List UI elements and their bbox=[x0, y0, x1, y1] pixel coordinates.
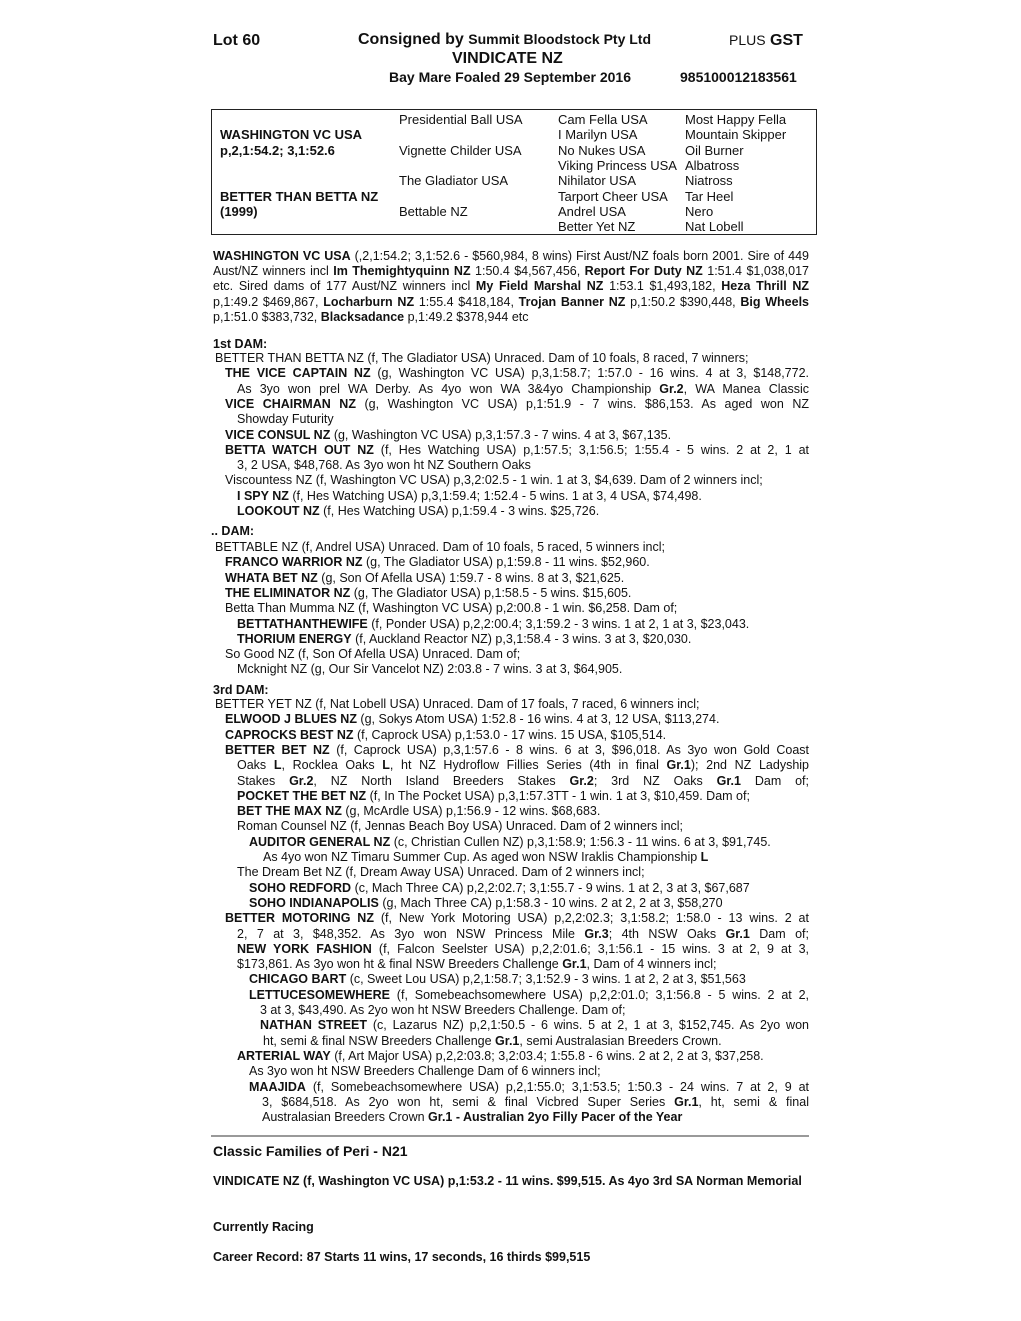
line-text: Mcknight NZ (g, Our Sir Vancelot NZ) 2:03.8 - 7 wins. 3 at 3, $64,905. bbox=[237, 662, 623, 677]
sire-name: WASHINGTON VC USA bbox=[220, 127, 363, 142]
line-text: As 4yo won NZ Timaru Summer Cup. As aged won NSW Iraklis Championship bbox=[263, 850, 701, 864]
horse-name-bold: THORIUM ENERGY bbox=[237, 631, 352, 646]
microchip-number: 985100012183561 bbox=[680, 69, 797, 85]
horse-name-bold: MAAJIDA bbox=[249, 1079, 306, 1094]
line-text: As 3yo won prel WA Derby. As 4yo won WA 3&4yo Championship bbox=[237, 381, 660, 396]
pedigree-line bbox=[249, 896, 723, 911]
horse-name-bold: I SPY NZ bbox=[237, 488, 289, 503]
horse-name-bold: Gr.1 bbox=[666, 758, 691, 773]
pedigree-gen4: Nero bbox=[685, 204, 714, 219]
sire-text: 1:50.4 $4,567,456, bbox=[470, 264, 585, 279]
horse-name-bold: ARTERIAL WAY bbox=[237, 1048, 331, 1063]
line-text: (g, Mach Three CA) p,1:58.3 - 10 wins. 2 at 2, 2 at 3, $58,270 bbox=[378, 895, 723, 910]
sire-paragraph bbox=[213, 249, 809, 325]
pedigree-line bbox=[225, 397, 809, 412]
sire-progeny: My Field Marshal NZ bbox=[475, 279, 604, 294]
line-text: $173,861. As 3yo won ht & final NSW Breeders Challenge bbox=[237, 957, 563, 972]
horse-summary: VINDICATE NZ (f, Washington VC USA) p,1:53.2 - 11 wins. $99,515. As 4yo 3rd SA Norman Memorial bbox=[213, 1174, 802, 1188]
gst-label bbox=[729, 32, 803, 50]
horse-name-bold: THE VICE CAPTAIN NZ bbox=[225, 366, 371, 381]
line-text: , ht, semi & final bbox=[698, 1094, 809, 1109]
pedigree-line bbox=[263, 850, 708, 865]
pedigree-line bbox=[225, 473, 763, 488]
pedigree-line bbox=[237, 774, 809, 789]
consignor-name: Summit Bloodstock Pty Ltd bbox=[468, 31, 652, 47]
pedigree-line bbox=[249, 1064, 601, 1079]
foaled-line: Bay Mare Foaled 29 September 2016 bbox=[389, 69, 632, 85]
pedigree-gen2: Presidential Ball USA bbox=[399, 112, 523, 127]
sire-text: p,1:49.2 $378,944 etc bbox=[404, 309, 529, 324]
horse-name-bold: Gr.1 bbox=[674, 1094, 699, 1109]
dam3-heading: 3rd DAM: bbox=[213, 683, 269, 697]
line-text: (g, Son Of Afella USA) 1:59.7 - 8 wins. 8 at 3, $21,625. bbox=[317, 570, 625, 585]
pedigree-line bbox=[237, 504, 599, 519]
dam-year: (1999) bbox=[220, 204, 258, 219]
pedigree-line bbox=[225, 443, 809, 458]
pedigree-gen3: No Nukes USA bbox=[558, 143, 646, 158]
pedigree-line bbox=[237, 957, 716, 972]
pedigree-gen4: Most Happy Fella bbox=[685, 112, 787, 127]
racing-status: Currently Racing bbox=[213, 1220, 314, 1234]
line-text: (g, Sokys Atom USA) 1:52.8 - 16 wins. 4 at 3, 12 USA, $113,274. bbox=[356, 712, 720, 727]
line-text: BETTABLE NZ (f, Andrel USA) Unraced. Dam of 10 foals, 5 raced, 5 winners incl; bbox=[215, 540, 665, 554]
line-text: (c, Mach Three CA) p,2,2:02.7; 3,1:55.7 - 9 wins. 1 at 2, 3 at 3, $67,687 bbox=[351, 880, 750, 895]
line-text: BETTER YET NZ (f, Nat Lobell USA) Unraced. Dam of 17 foals, 7 raced, 6 winners incl; bbox=[215, 697, 700, 711]
sire-text: 1:51.4 bbox=[702, 264, 742, 279]
pedigree-line bbox=[225, 571, 624, 586]
pedigree-gen4: Nat Lobell bbox=[685, 219, 744, 234]
pedigree-line bbox=[225, 647, 520, 662]
line-text: (c, Sweet Lou USA) p,2,1:58.7; 3,1:52.9 - 3 wins. 1 at 2, 2 at 3, $51,563 bbox=[346, 972, 746, 987]
line-text: , Dam of 4 winners incl; bbox=[586, 957, 717, 972]
dam-name: BETTER THAN BETTA NZ bbox=[220, 189, 379, 204]
pedigree-line bbox=[215, 697, 699, 712]
pedigree-line bbox=[225, 428, 671, 443]
pedigree-line bbox=[225, 743, 809, 758]
line-text: (g, Washington VC USA) p,3,1:57.3 - 7 wins. 4 at 3, $67,135. bbox=[330, 427, 672, 442]
horse-name-bold: LETTUCESOMEWHERE bbox=[249, 987, 390, 1002]
dam1-heading: 1st DAM: bbox=[213, 337, 268, 351]
horse-name-bold: L bbox=[700, 850, 709, 864]
pedigree-line bbox=[225, 911, 809, 926]
horse-name-bold: SOHO REDFORD bbox=[249, 880, 352, 895]
sire-text: (,2,1:54.2; 3,1:52.6 - $560,984, 8 wins) First Aust/NZ foals born 2001. Sire bbox=[350, 249, 770, 263]
line-text: Showday Futurity bbox=[237, 412, 334, 427]
line-text: , NZ North Island Breeders Stakes bbox=[313, 773, 570, 788]
pedigree-line bbox=[249, 1080, 809, 1095]
horse-name-bold: Gr.1 bbox=[725, 926, 750, 941]
pedigree-line bbox=[225, 555, 650, 570]
line-text: (g, The Gladiator USA) p,1:59.8 - 11 wins. $52,960. bbox=[362, 555, 650, 570]
pedigree-gen2: Bettable NZ bbox=[399, 204, 468, 219]
horse-name-bold: Gr.1 bbox=[716, 773, 741, 788]
pedigree-line bbox=[237, 489, 702, 504]
career-record: Career Record: 87 Starts 11 wins, 17 seconds, 16 thirds $99,515 bbox=[213, 1250, 591, 1264]
pedigree-gen4: Albatross bbox=[685, 158, 740, 173]
pedigree-line bbox=[237, 804, 600, 819]
gst-text: GST bbox=[770, 32, 803, 49]
line-text: ; 4th NSW Oaks bbox=[608, 926, 726, 941]
horse-name-bold: Gr.2 bbox=[289, 773, 314, 788]
pedigree-gen4: Niatross bbox=[685, 173, 733, 188]
line-text: Betta Than Mumma NZ (f, Washington VC USA) p,2:00.8 - 1 win. $6,258. Dam of; bbox=[225, 601, 678, 616]
pedigree-line bbox=[225, 366, 809, 381]
line-text: So Good NZ (f, Son Of Afella USA) Unraced. Dam of; bbox=[225, 647, 521, 662]
horse-name-bold: AUDITOR GENERAL NZ bbox=[249, 834, 391, 849]
horse-name-bold: NATHAN STREET bbox=[260, 1018, 368, 1033]
pedigree-gen4: Tar Heel bbox=[685, 189, 734, 204]
line-text: , Rocklea Oaks bbox=[281, 758, 383, 773]
horse-name-bold: VICE CHAIRMAN NZ bbox=[225, 396, 356, 411]
line-text: (f, Hes Watching USA) p,3,1:59.4; 1:52.4 - 5 wins. 1 at 3, 4 USA, $74,498. bbox=[288, 488, 702, 503]
pedigree-line bbox=[215, 540, 665, 555]
horse-name: VINDICATE NZ bbox=[452, 50, 563, 67]
pedigree-line bbox=[249, 988, 809, 1003]
consignor-line bbox=[358, 31, 651, 49]
pedigree-line bbox=[237, 412, 334, 427]
line-text: (f, In The Pocket USA) p,3,1:57.3TT - 1 win. 1 at 3, $10,459. Dam of; bbox=[366, 788, 750, 803]
line-text: (f, Art Major USA) p,2,2:03.8; 3,2:03.4; 1:55.8 - 6 wins. 2 at 2, 2 at 3, $37,258. bbox=[330, 1048, 764, 1063]
pedigree-gen3: Andrel USA bbox=[558, 204, 626, 219]
horse-name-bold: Gr.1 bbox=[495, 1033, 520, 1048]
horse-name-bold: Gr.1 bbox=[562, 957, 587, 972]
horse-name-bold: BET THE MAX NZ bbox=[237, 804, 342, 819]
line-text: ht, semi & final NSW Breeders Challenge bbox=[263, 1033, 496, 1048]
pedigree-line bbox=[249, 881, 750, 896]
line-text: (f, Caprock USA) p,1:53.0 - 17 wins. 15 USA, $105,514. bbox=[353, 727, 667, 742]
horse-name-bold: VICE CONSUL NZ bbox=[225, 427, 331, 442]
horse-name-bold: CHICAGO BART bbox=[249, 972, 347, 987]
pedigree-gen4: Oil Burner bbox=[685, 143, 744, 158]
line-text: Oaks bbox=[237, 758, 274, 773]
line-text: , WA Manea Classic bbox=[683, 381, 809, 396]
pedigree-line bbox=[262, 1095, 809, 1110]
line-text: (f, Auckland Reactor NZ) p,3,1:58.4 - 3 wins. 3 at 3, $20,030. bbox=[351, 631, 692, 646]
pedigree-gen3: Better Yet NZ bbox=[558, 219, 636, 234]
line-text: BETTER THAN BETTA NZ (f, The Gladiator USA) Unraced. Dam of 10 foals, 8 raced, 7 winners; bbox=[215, 351, 749, 365]
pedigree-gen3: Viking Princess USA bbox=[558, 158, 677, 173]
sire-record: p,2,1:54.2; 3,1:52.6 bbox=[220, 143, 335, 158]
horse-name-bold: BETTER MOTORING NZ bbox=[225, 911, 374, 926]
sire-name-bold: WASHINGTON VC USA bbox=[213, 249, 351, 263]
pedigree-gen2: The Gladiator USA bbox=[399, 173, 509, 188]
line-text: (g, Washington VC USA) p,1:51.9 - 7 wins. $86,153. As aged won NZ bbox=[355, 396, 809, 411]
line-text: Dam of; bbox=[740, 773, 809, 788]
line-text: As 3yo won ht NSW Breeders Challenge Dam of 6 winners incl; bbox=[249, 1064, 601, 1079]
horse-name-bold: Gr.2 bbox=[569, 773, 594, 788]
pedigree-line bbox=[237, 942, 809, 957]
pedigree-line bbox=[237, 865, 645, 880]
horse-name-bold: ELWOOD J BLUES NZ bbox=[225, 712, 357, 727]
line-text: Dam of; bbox=[749, 926, 809, 941]
pedigree-gen3: Nihilator USA bbox=[558, 173, 637, 188]
line-text: (f, New York Motoring USA) p,2,2:02.3; 3,1:58.2; 1:58.0 - 13 wins. 2 at bbox=[373, 911, 809, 926]
horse-name-bold: POCKET THE BET NZ bbox=[237, 788, 367, 803]
line-text: (f, Hes Watching USA) p,1:57.5; 3,1:56.5; 1:55.4 - 5 wins. 2 at 2, 1 at bbox=[373, 442, 809, 457]
horse-name-bold: CAPROCKS BEST NZ bbox=[225, 727, 354, 742]
gst-plus: PLUS bbox=[729, 32, 766, 48]
horse-name-bold: SOHO INDIANAPOLIS bbox=[249, 895, 379, 910]
pedigree-gen3: Tarport Cheer USA bbox=[558, 189, 668, 204]
pedigree-line bbox=[237, 458, 531, 473]
line-text: 3, $684,518. As 2yo won ht, semi & final Vicbred Super Series bbox=[262, 1094, 675, 1109]
lot-number: Lot 60 bbox=[213, 32, 261, 49]
pedigree-line bbox=[237, 758, 809, 773]
line-text: (g, McArdle USA) p,1:56.9 - 12 wins. $68,683. bbox=[341, 804, 601, 819]
horse-name-bold: NEW YORK FASHION bbox=[237, 941, 372, 956]
pedigree-gen3: I Marilyn USA bbox=[558, 127, 638, 142]
sire-text: p,1:49.2 $469,867, bbox=[213, 294, 324, 309]
horse-name-bold: Gr.2 bbox=[659, 381, 684, 396]
horse-name-bold: WHATA BET NZ bbox=[225, 570, 318, 585]
horse-name-bold: Gr.1 - Australian 2yo Filly Pacer of the Year bbox=[428, 1110, 683, 1125]
dam2-heading: .. DAM: bbox=[211, 524, 255, 538]
pedigree-line bbox=[263, 1034, 722, 1049]
line-text: (f, Caprock USA) p,3,1:57.6 - 8 wins. 6 at 3, $96,018. As 3yo won Gold Coast bbox=[329, 742, 810, 757]
sire-text: of 449 Aust/NZ winners incl bbox=[213, 249, 809, 279]
line-text: Viscountess NZ (f, Washington VC USA) p,3,2:02.5 - 1 win. 1 at 3, $4,639. Dam of 2 winners incl; bbox=[225, 473, 763, 488]
sire-progeny: Blacksadance bbox=[320, 309, 405, 324]
horse-name-bold: BETTA WATCH OUT NZ bbox=[225, 442, 374, 457]
line-text: ); 2nd NZ Ladyship bbox=[690, 758, 810, 773]
line-text: (g, The Gladiator USA) p,1:58.5 - 5 wins. $15,605. bbox=[350, 585, 632, 600]
line-text: (g, Washington VC USA) p,3,1:58.7; 1:57.0 - 16 wins. 4 at 3, $148,772. bbox=[370, 366, 810, 381]
horse-name-bold: FRANCO WARRIOR NZ bbox=[225, 555, 363, 570]
line-text: 2, 7 at 3, $48,352. As 3yo won NSW Princess Mile bbox=[237, 926, 585, 941]
pedigree-line bbox=[225, 712, 719, 727]
line-text: Australasian Breeders Crown bbox=[262, 1110, 429, 1125]
line-text: (c, Lazarus NZ) p,2,1:50.5 - 6 wins. 5 at 2, 1 at 3, $152,745. As 2yo won bbox=[367, 1018, 809, 1033]
sire-text: 1:53.1 $1,493,182, bbox=[603, 279, 716, 294]
family-heading: Classic Families of Peri - N21 bbox=[213, 1143, 408, 1159]
line-text: (c, Christian Cullen NZ) p,3,1:58.9; 1:56.3 - 11 wins. 6 at 3, $91,745. bbox=[390, 834, 771, 849]
sire-text: p,1:51.0 $383,732, bbox=[213, 309, 321, 324]
line-text: (f, Ponder USA) p,2,2:00.4; 3,1:59.2 - 3 wins. 1 at 2, 1 at 3, $23,043. bbox=[367, 616, 750, 631]
line-text: (f, Hes Watching USA) p,1:59.4 - 3 wins. $25,726. bbox=[319, 504, 600, 518]
pedigree-line bbox=[260, 1003, 625, 1018]
pedigree-line bbox=[225, 586, 631, 601]
sire-progeny: Heza Thrill NZ bbox=[721, 279, 810, 294]
horse-name-bold: Gr.3 bbox=[584, 926, 609, 941]
pedigree-line bbox=[249, 972, 746, 987]
line-text: (f, Somebeachsomewhere USA) p,2,1:55.0; 3,1:53.5; 1:50.3 - 24 wins. 7 at 2, 9 at bbox=[305, 1079, 809, 1094]
pedigree-gen4: Mountain Skipper bbox=[685, 127, 787, 142]
pedigree-line bbox=[237, 1049, 764, 1064]
line-text: , semi Australasian Breeders Crown. bbox=[519, 1033, 722, 1048]
horse-name-bold: L bbox=[273, 758, 282, 773]
sire-text: 1:55.4 $418,184, bbox=[414, 294, 519, 309]
line-text: (f, Somebeachsomewhere USA) p,2,2:01.0; 3,1:56.8 - 5 wins. 2 at 2, bbox=[389, 987, 809, 1002]
sire-progeny: Trojan Banner NZ bbox=[518, 294, 626, 309]
sire-progeny: Report For Duty NZ bbox=[584, 264, 703, 279]
line-text: Stakes bbox=[237, 773, 290, 788]
section-divider bbox=[211, 1135, 809, 1137]
pedigree-line bbox=[237, 819, 683, 834]
sire-text: $1,038,017 etc. Sired dams of 177 Aust/NZ winners incl bbox=[213, 264, 809, 294]
sire-progeny: Im Themightyquinn NZ bbox=[333, 264, 471, 279]
sire-progeny: Big Wheels bbox=[740, 294, 809, 309]
horse-name-bold: LOOKOUT NZ bbox=[237, 504, 320, 518]
sire-text: p,1:50.2 bbox=[625, 294, 676, 309]
line-text: ; 3rd NZ Oaks bbox=[593, 773, 717, 788]
consigned-by-label: Consigned by bbox=[358, 31, 464, 48]
line-text: (f, Falcon Seelster USA) p,2,2:01.6; 3,1:56.1 - 15 wins. 3 at 2, 9 at 3, bbox=[371, 941, 810, 956]
pedigree-line bbox=[225, 601, 677, 616]
horse-name-bold: L bbox=[382, 758, 390, 773]
pedigree-line bbox=[262, 1110, 682, 1125]
pedigree-line bbox=[237, 927, 809, 942]
horse-name-bold: THE ELIMINATOR NZ bbox=[225, 585, 351, 600]
horse-name-bold: BETTATHANTHEWIFE bbox=[237, 616, 368, 631]
pedigree-line bbox=[237, 382, 809, 397]
pedigree-line bbox=[237, 662, 622, 677]
pedigree-line bbox=[260, 1018, 809, 1033]
line-text: , ht NZ Hydroflow Fillies Series (4th in final bbox=[389, 758, 667, 773]
line-text: 3, 2 USA, $48,768. As 3yo won ht NZ Southern Oaks bbox=[237, 458, 531, 473]
pedigree-line bbox=[215, 351, 749, 366]
pedigree-gen2: Vignette Childer USA bbox=[399, 143, 522, 158]
horse-name-bold: BETTER BET NZ bbox=[225, 742, 330, 757]
pedigree-line bbox=[249, 835, 771, 850]
pedigree-line bbox=[225, 728, 666, 743]
sire-progeny: Locharburn NZ bbox=[323, 294, 415, 309]
line-text: 3 at 3, $43,490. As 2yo won ht NSW Breeders Challenge. Dam of; bbox=[260, 1003, 626, 1017]
pedigree-line bbox=[237, 617, 749, 632]
pedigree-gen3: Cam Fella USA bbox=[558, 112, 648, 127]
line-text: The Dream Bet NZ (f, Dream Away USA) Unraced. Dam of 2 winners incl; bbox=[237, 865, 645, 880]
pedigree-line bbox=[237, 789, 750, 804]
sire-text: $390,448, bbox=[680, 294, 741, 309]
pedigree-line bbox=[237, 632, 691, 647]
line-text: Roman Counsel NZ (f, Jennas Beach Boy USA) Unraced. Dam of 2 winners incl; bbox=[237, 819, 684, 834]
